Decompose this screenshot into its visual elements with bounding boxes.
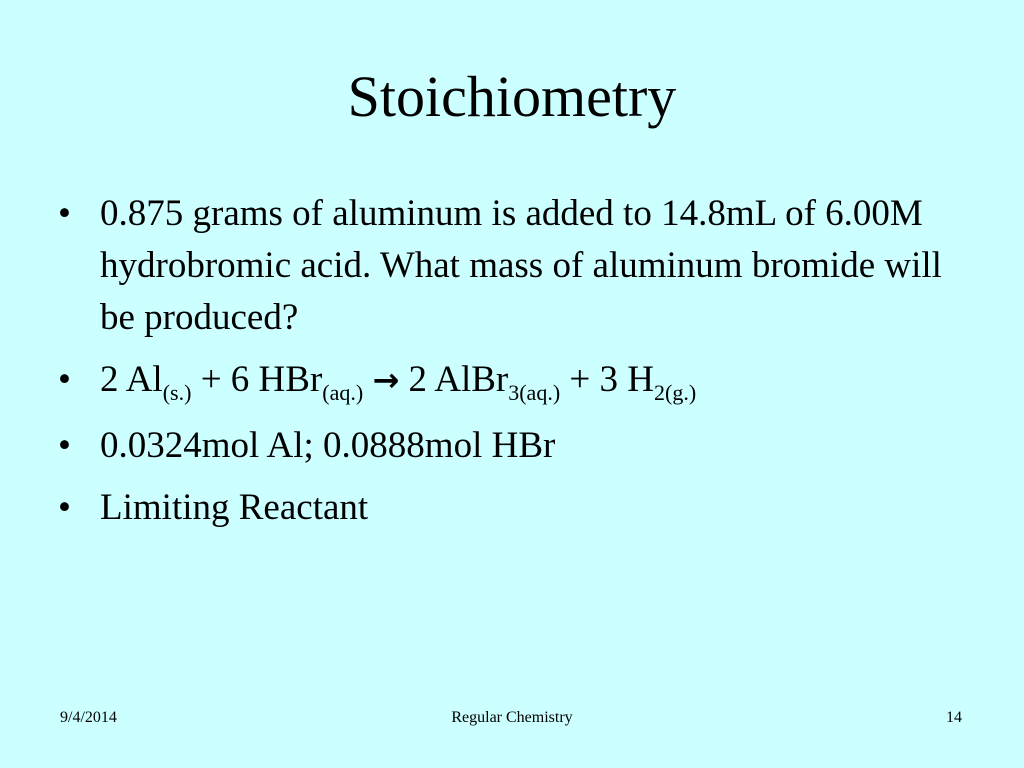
slide-title: Stoichiometry xyxy=(347,64,677,129)
equation-state: (s.) xyxy=(162,380,192,405)
equation-term: 2 Al xyxy=(100,359,163,400)
equation-state: 3(aq.) xyxy=(508,380,561,405)
bullet-text: Limiting Reactant xyxy=(100,487,369,528)
equation-term: 2 AlBr xyxy=(399,359,509,400)
footer-page-number: 14 xyxy=(946,709,962,726)
bullet-icon: • xyxy=(58,359,71,400)
bullet-item-moles xyxy=(58,420,958,472)
bullet-icon: • xyxy=(58,425,71,466)
reaction-arrow-icon: → xyxy=(372,361,400,399)
footer-date: 9/4/2014 xyxy=(60,709,117,726)
bullet-icon: • xyxy=(58,193,71,234)
bullet-item-problem xyxy=(58,188,958,344)
bullet-text: 0.0324mol Al; 0.0888mol HBr xyxy=(100,425,556,466)
bullet-item-equation xyxy=(58,354,958,410)
bullet-item-limiting xyxy=(58,482,958,534)
bullet-list xyxy=(58,188,958,544)
equation-state: 2(g.) xyxy=(654,380,697,405)
equation-term: + 3 H xyxy=(560,359,654,400)
equation-state: (aq.) xyxy=(322,380,364,405)
bullet-icon: • xyxy=(58,487,71,528)
footer-course: Regular Chemistry xyxy=(451,709,573,726)
bullet-text: 0.875 grams of aluminum is added to 14.8mL of 6.00M hydrobromic acid. What mass of aluminum bromide will be produced? xyxy=(100,193,942,338)
equation-term: + 6 HBr xyxy=(191,359,323,400)
